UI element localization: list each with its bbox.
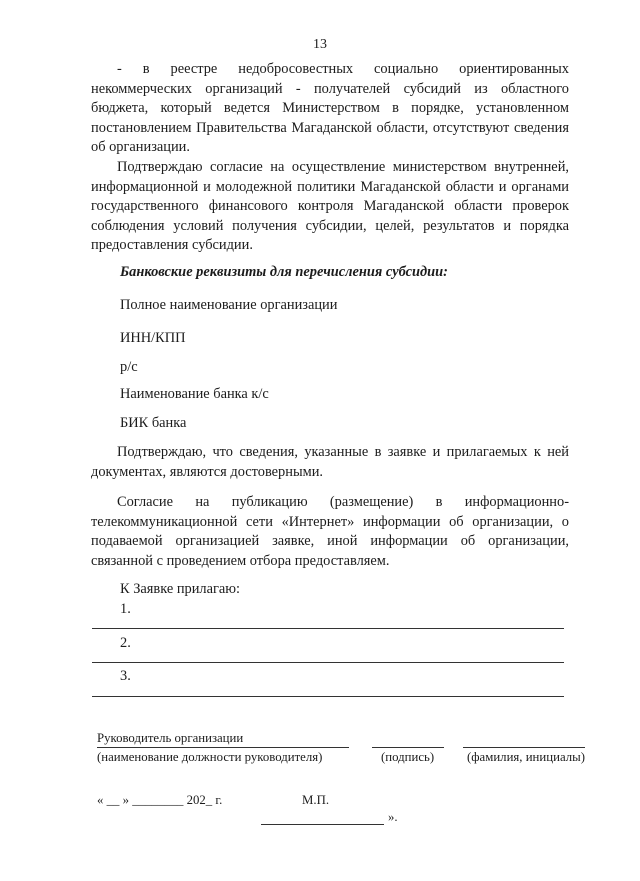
- paragraph-registry: - в реестре недобросовестных социально ориентированных некоммерческих организаций - получателей субсидий из областного бюджета, который ведется Министерством в порядке, установленном постановлением Правительства Магаданской области, отсутствуют сведения об организации.: [91, 61, 569, 155]
- paragraph-publication-consent: Согласие на публикацию (размещение) в информационно-телекоммуникационной сети «Интернет» информации об организации, о подаваемой организацией заявке, иной информации об организации, связанной с проведением отбора предоставляем.: [91, 494, 569, 569]
- signature-caption: (подпись): [381, 750, 435, 764]
- page-number: 13: [313, 37, 327, 52]
- bank-bik-label: БИК банка: [120, 415, 187, 431]
- closing-quote: ».: [388, 810, 398, 824]
- signature-line: [372, 747, 444, 748]
- name-caption: (фамилия, инициалы): [467, 750, 585, 764]
- bank-full-name-label: Полное наименование организации: [120, 297, 338, 313]
- name-signature-line: [463, 747, 585, 748]
- bank-account-label: р/с: [120, 359, 138, 375]
- date-line: « __ » ________ 202_ г.: [97, 793, 223, 807]
- paragraph-consent-inspections: Подтверждаю согласие на осуществление министерством внутренней, информационной и молодежной политики Магаданской области и органами государственного финансового контроля Магаданской области проверок соблюдения условий получения субсидии, целей, результатов и порядка предоставления субсидии.: [91, 159, 569, 253]
- bank-details-heading: Банковские реквизиты для перечисления субсидии:: [120, 264, 448, 280]
- attachment-line-2: [92, 662, 564, 663]
- attachment-line-3: [92, 696, 564, 697]
- stamp-label: М.П.: [302, 793, 330, 807]
- paragraph-confirm-accuracy: Подтверждаю, что сведения, указанные в заявке и прилагаемых к ней документах, являются достоверными.: [91, 444, 569, 480]
- position-caption: (наименование должности руководителя): [97, 750, 323, 764]
- bank-inn-kpp-label: ИНН/КПП: [120, 330, 186, 346]
- attachment-item-2: 2.: [120, 635, 131, 651]
- head-title: Руководитель организации: [97, 731, 244, 745]
- attachment-item-1: 1.: [120, 601, 131, 617]
- position-signature-line: [97, 747, 349, 748]
- closing-line: [261, 824, 384, 825]
- attachments-heading: К Заявке прилагаю:: [120, 581, 241, 597]
- attachment-line-1: [92, 628, 564, 629]
- bank-name-label: Наименование банка к/с: [120, 386, 269, 402]
- attachment-item-3: 3.: [120, 668, 131, 684]
